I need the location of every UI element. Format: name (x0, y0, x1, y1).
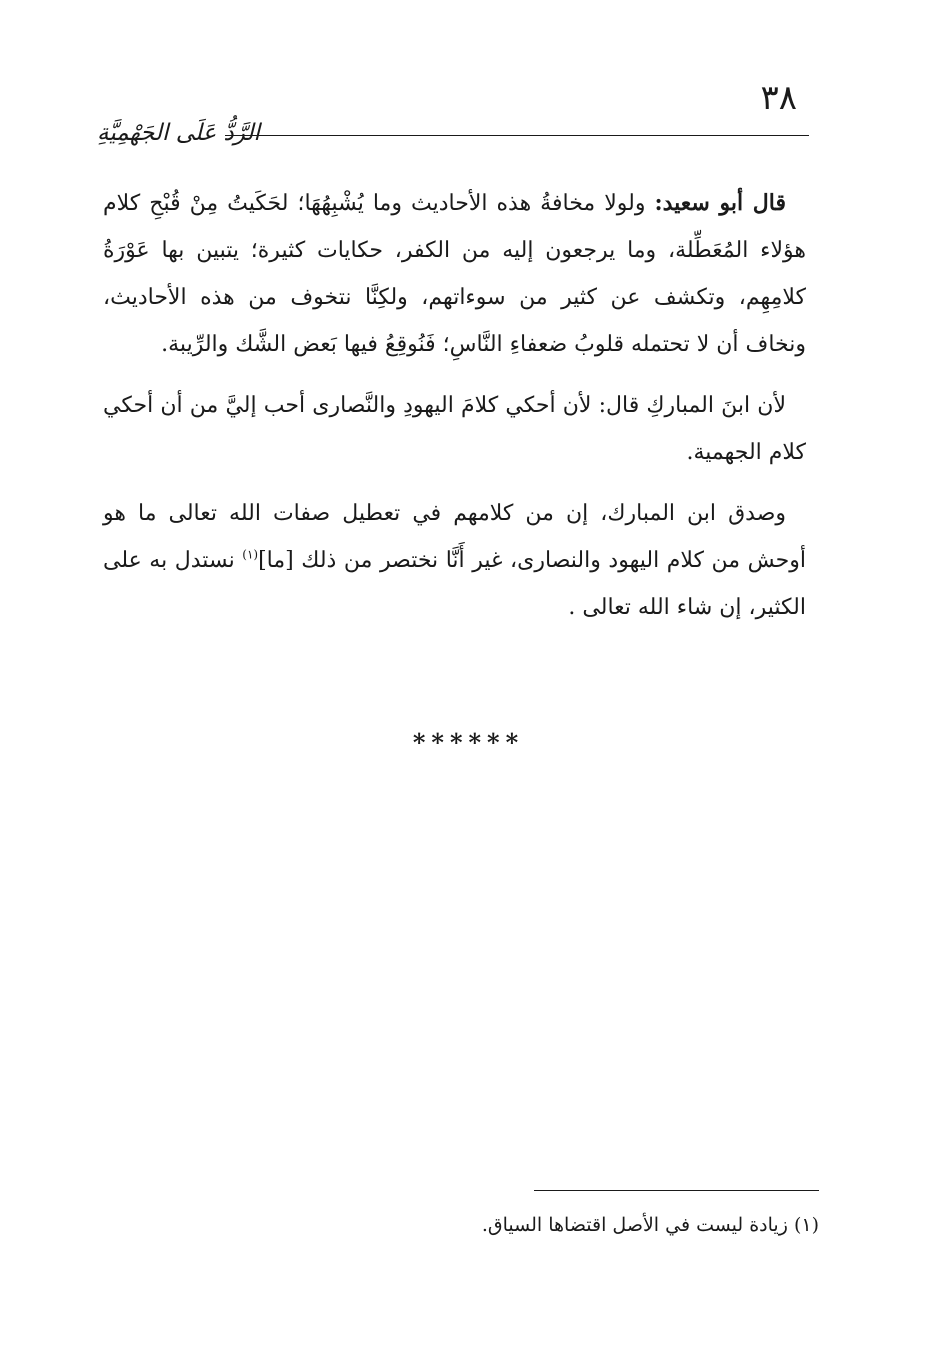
paragraph-1 (103, 180, 806, 368)
paragraph-2-text: لأن ابنَ المباركِ قال: لأن أحكي كلامَ اليهودِ والنَّصارى أحب إليَّ من أن أحكي كلام الجهمية. (103, 393, 806, 465)
page-number: ٣٨ (760, 78, 797, 118)
section-separator-stars: ****** (412, 728, 525, 757)
speaker-label: قال أبو سعيد: (654, 190, 787, 216)
paragraph-3-text-before: وصدق ابن المبارك، إن من كلامهم في تعطيل صفات الله تعالى ما هو أوحش من كلام اليهود والنصارى، غير أَنَّا نختصر من ذلك [ما] (103, 501, 806, 573)
paragraph-3 (103, 490, 806, 631)
paragraph-1-text: ولولا مخافةُ هذه الأحاديث وما يُشْبِهُهَا؛ لحَكَيتُ مِنْ قُبْحِ كلام هؤلاء المُعَطِّلة، وما يرجعون إليه من الكفر، حكايات كثيرة؛ يتبين بها عَوْرَةُ كلامِهِم، وتكشف عن كثير من سوءاتهم، ولكِنَّا نتخوف من هذه الأحاديث، ونخاف أن لا تحتمله قلوبُ ضعفاءِ النَّاسِ؛ فَنُوقِعُ فيها بَعض الشَّك والرِّيبة. (103, 191, 806, 357)
paragraph-3-text-after: نستدل به على الكثير، إن شاء الله تعالى . (103, 548, 806, 620)
footnote-rule (534, 1190, 819, 1191)
footnote-reference[interactable]: (١) (242, 547, 259, 562)
main-text (103, 180, 806, 645)
running-head-title: الرَّدُّ عَلَى الجَهْمِيَّةِ (97, 120, 260, 146)
running-head (97, 113, 809, 153)
running-head-rule (225, 135, 809, 136)
paragraph-2 (103, 382, 806, 476)
footnote: (١) زيادة ليست في الأصل اقتضاها السياق. (481, 1214, 819, 1236)
